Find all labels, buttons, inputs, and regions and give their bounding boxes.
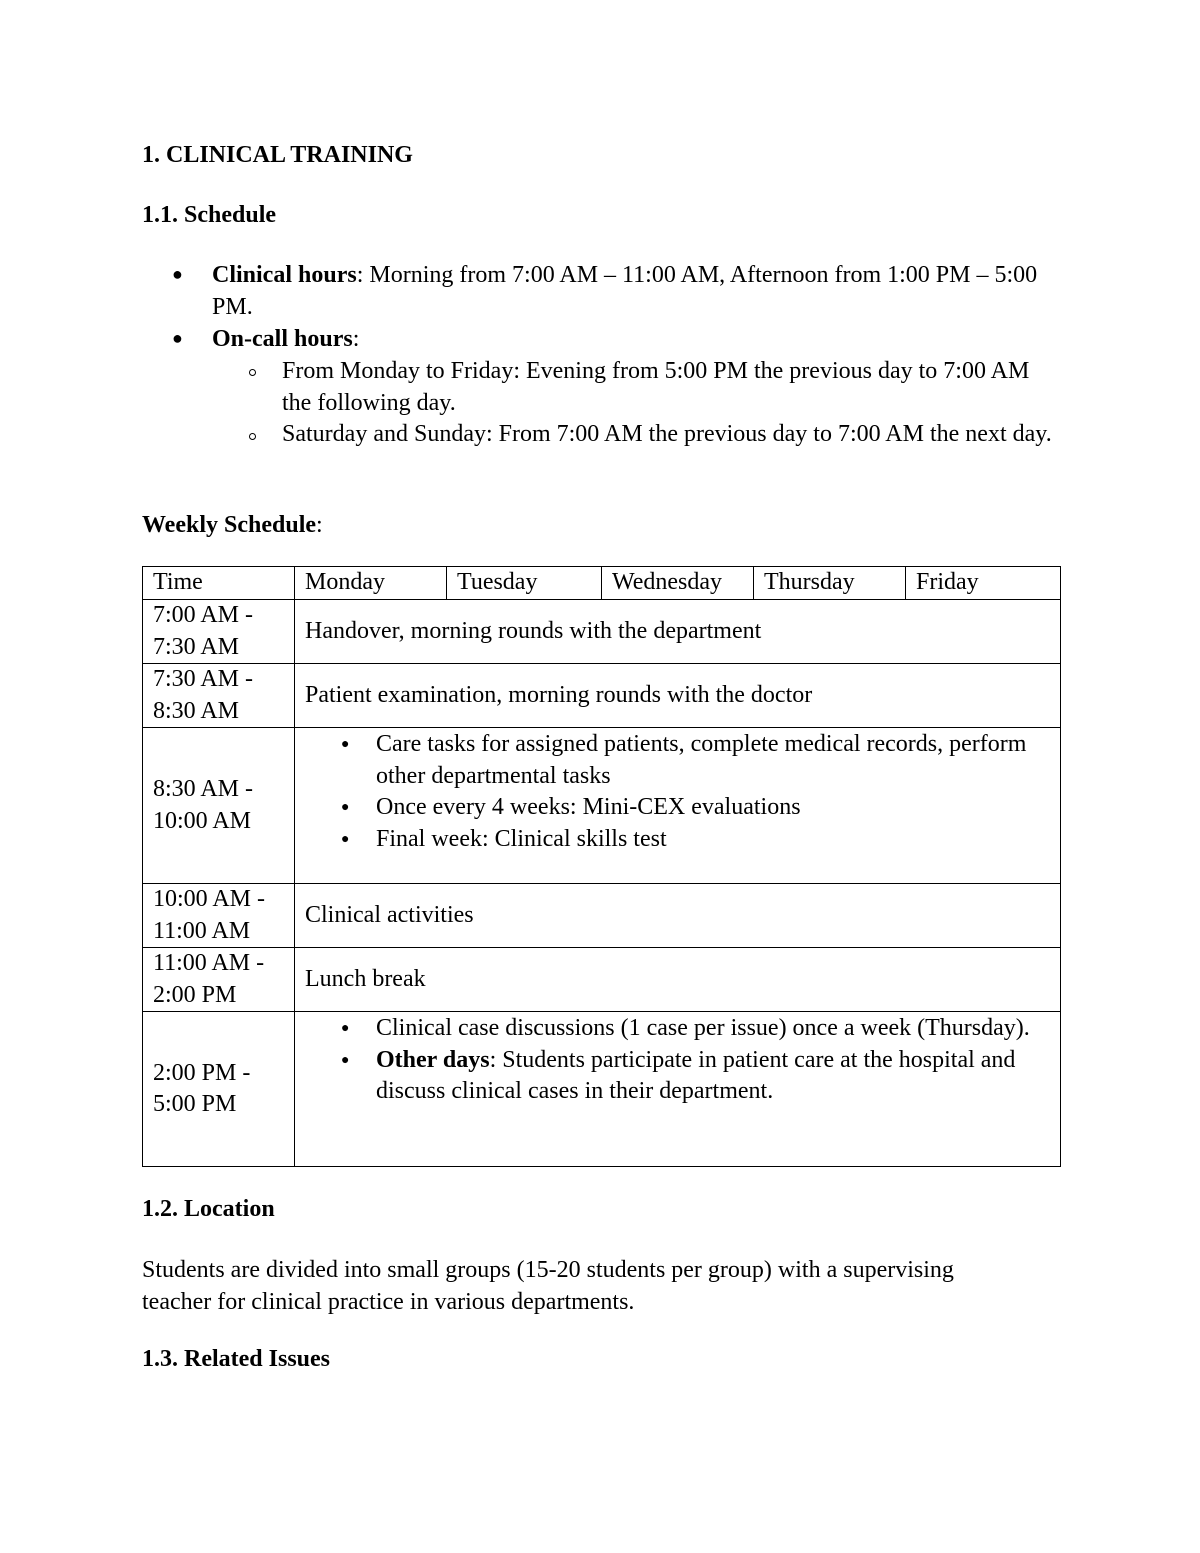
table-header-wednesday: Wednesday [602,567,754,600]
table-row [143,728,1061,884]
time-cell: 8:30 AM - 10:00 AM [143,728,295,884]
clinical-hours-text: : Morning from 7:00 AM – 11:00 AM, Afternoon from 1:00 PM – 5:00 PM. [212,262,1038,320]
time-cell: 10:00 AM - 11:00 AM [143,884,295,948]
location-paragraph: Students are divided into small groups (15-20 students per group) with a supervising teacher for clinical practice in various departments. [142,1257,954,1315]
bullet-icon: ● [172,264,183,284]
activity-cell: Handover, morning rounds with the department [295,600,1061,664]
activity-cell [295,728,1061,884]
oncall-weekday-item: From Monday to Friday: Evening from 5:00 PM the previous day to 7:00 AM the following day. [282,358,1030,416]
table-header-friday: Friday [906,567,1061,600]
clinical-hours-label: Clinical hours [212,262,357,288]
table-row [143,1012,1061,1167]
list-item: ● Final week: Clinical skills test [376,824,1050,856]
list-item: ● Clinical case discussions (1 case per issue) once a week (Thursday). [376,1013,1050,1045]
section-heading-clinical-training: 1. CLINICAL TRAINING [142,142,413,168]
time-cell: 7:30 AM - 8:30 AM [143,664,295,728]
activity-bullet-list [305,1013,1050,1108]
time-cell: 11:00 AM - 2:00 PM [143,948,295,1012]
activity-cell: Patient examination, morning rounds with the doctor [295,664,1061,728]
table-header-tuesday: Tuesday [447,567,602,600]
time-cell: 7:00 AM - 7:30 AM [143,600,295,664]
other-days-text: : Students participate in patient care at the hospital and discuss clinical cases in their department. [376,1046,1016,1104]
oncall-weekend-item: Saturday and Sunday: From 7:00 AM the previous day to 7:00 AM the next day. [282,421,1052,447]
table-row [143,884,1061,948]
activity-cell: Clinical activities [295,884,1061,948]
activity-bullet-list [305,729,1050,855]
subsection-heading-location: 1.2. Location [142,1196,275,1222]
weekly-schedule-label: Weekly Schedule [142,512,317,538]
time-cell: 2:00 PM - 5:00 PM [143,1012,295,1167]
subsection-heading-schedule: 1.1. Schedule [142,202,277,228]
activity-cell: Lunch break [295,948,1061,1012]
list-item: ● Once every 4 weeks: Mini-CEX evaluations [376,792,1050,824]
oncall-colon: : [352,326,360,352]
sub-bullet-circle-icon [249,369,256,376]
table-row [143,948,1061,1012]
table-header-monday: Monday [295,567,447,600]
list-item: ● Care tasks for assigned patients, complete medical records, perform other departmental tasks [376,729,1050,792]
weekly-schedule-table [142,566,1061,1167]
weekly-schedule-heading [142,510,323,542]
table-row [143,600,1061,664]
table-header-time: Time [143,567,295,600]
other-days-label: Other days [376,1046,490,1073]
bullet-icon: ● [172,328,183,348]
oncall-label: On-call hours [212,326,353,352]
subsection-heading-related-issues: 1.3. Related Issues [142,1346,331,1372]
sub-bullet-circle-icon [249,433,256,440]
weekly-schedule-colon: : [316,512,323,538]
oncall-item [212,324,359,356]
clinical-hours-item [212,260,1052,323]
table-row [143,664,1061,728]
list-item [376,1045,1050,1108]
activity-cell [295,1012,1061,1167]
table-header-row [143,567,1061,600]
table-header-thursday: Thursday [754,567,906,600]
